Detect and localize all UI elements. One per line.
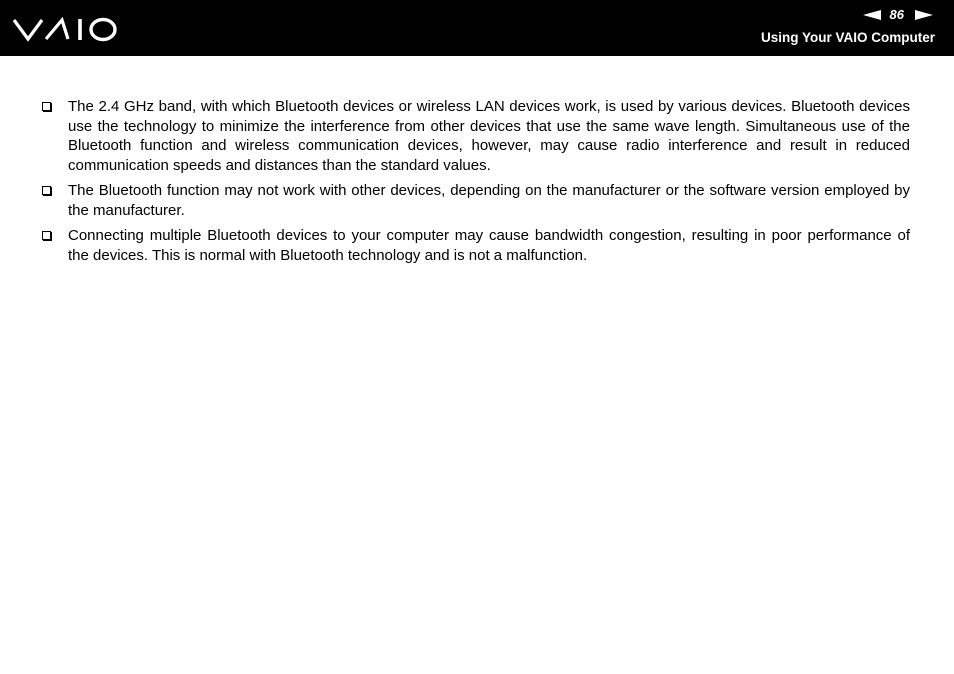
list-item [42,97,910,175]
list-item-text: The 2.4 GHz band, with which Bluetooth devices or wireless LAN devices work, is used by various devices. Bluetooth devices use the technology to minimize the interference from other devices that use the same wave length. Simultaneous use of the Bluetooth function and wireless communication devices, however, may cause radio interference and result in reduced communication speeds and distances than the standard values. [68,98,910,174]
vaio-logo [12,14,122,44]
page-content [42,97,910,271]
checkbox-icon [42,186,51,195]
page-header [0,0,954,56]
section-title: Using Your VAIO Computer [760,30,935,45]
list-item [42,226,910,265]
checkbox-icon [42,102,51,111]
triangle-right-icon[interactable] [914,9,934,21]
triangle-left-icon[interactable] [862,9,882,21]
checkbox-icon [42,231,51,240]
list-item-text: The Bluetooth function may not work with other devices, depending on the manufacturer or the software version employed by the manufacturer. [68,182,910,219]
page-number: 86 [889,7,904,22]
page-navigation [862,7,934,23]
list-item [42,181,910,220]
bullet-list [42,97,910,265]
list-item-text: Connecting multiple Bluetooth devices to your computer may cause bandwidth congestion, resulting in poor performance of the devices. This is normal with Bluetooth technology and is not a malfunction. [68,227,910,264]
